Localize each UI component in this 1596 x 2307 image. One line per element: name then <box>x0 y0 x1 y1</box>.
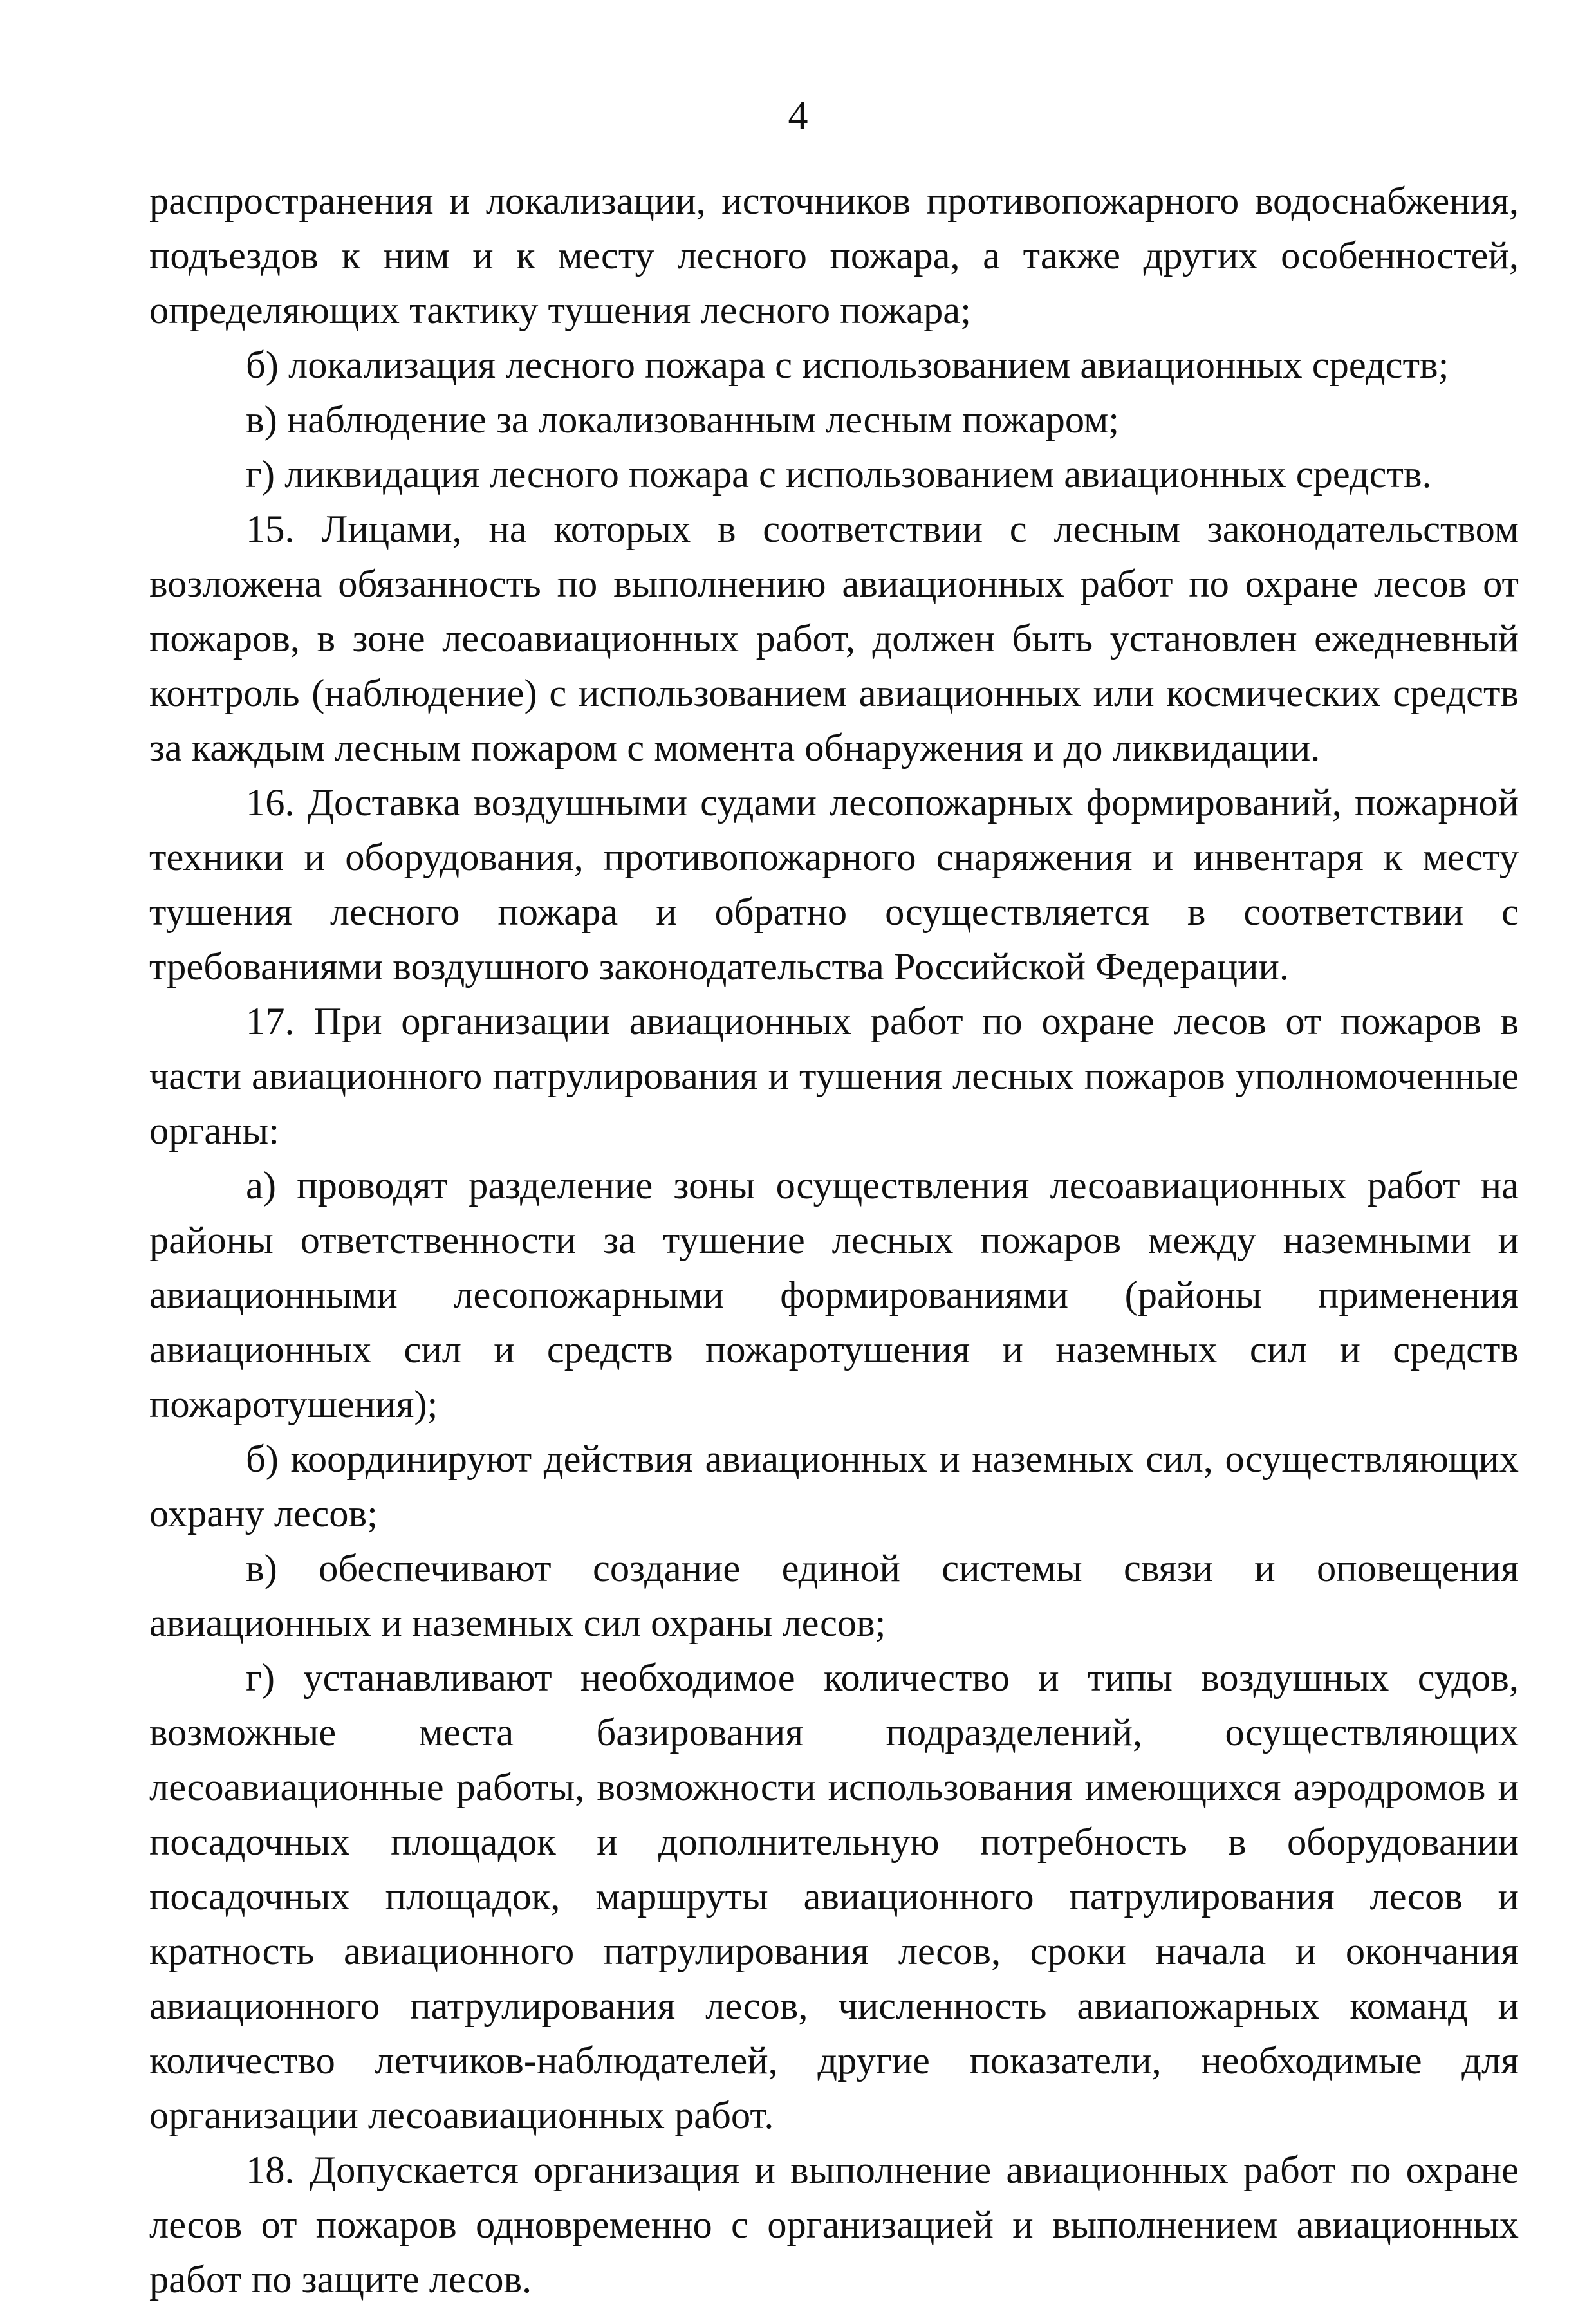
list-item-g-aircraft: г) устанавливают необходимое количество и типы воздушных судов, возможные места базирования подразделений, осуществляющих лесоавиационные работы, возможности использования имеющихся аэродромов и посадочных площадок и дополнительную потребность в оборудовании посадочных площадок, маршруты авиационного патрулирования лесов и кратность авиационного патрулирования лесов, сроки начала и окончания авиационного патрулирования лесов, численность авиапожарных команд и количество летчиков-наблюдателей, другие показатели, необходимые для организации лесоавиационных работ. <box>149 1656 1519 2137</box>
list-item-g-liquidation: г) ликвидация лесного пожара с использованием авиационных средств. <box>246 453 1432 496</box>
list-item-a-zones: а) проводят разделение зоны осуществления лесоавиационных работ на районы ответственности за тушение лесных пожаров между наземными и авиационными лесопожарными формированиями (районы применения авиационных сил и средств пожаротушения и наземных сил и средств пожаротушения); <box>149 1164 1519 1426</box>
paragraph-continuation: распространения и локализации, источников противопожарного водоснабжения, подъездов к ним и к месту лесного пожара, а также других особенностей, определяющих тактику тушения лесного пожара; <box>149 180 1519 332</box>
list-item-v-observation: в) наблюдение за локализованным лесным пожаром; <box>246 398 1120 441</box>
page-number: 4 <box>788 94 808 138</box>
list-item-v-communication: в) обеспечивают создание единой системы связи и оповещения авиационных и наземных сил охраны лесов; <box>149 1547 1519 1645</box>
paragraph-16: 16. Доставка воздушными судами лесопожарных формирований, пожарной техники и оборудования, противопожарного снаряжения и инвентаря к месту тушения лесного пожара и обратно осуществляется в соответствии с требованиями воздушного законодательства Российской Федерации. <box>149 781 1519 988</box>
document-body <box>149 174 1519 2307</box>
list-item-b-localization: б) локализация лесного пожара с использованием авиационных средств; <box>246 344 1449 387</box>
paragraph-17: 17. При организации авиационных работ по охране лесов от пожаров в части авиационного патрулирования и тушения лесных пожаров уполномоченные органы: <box>149 1000 1519 1153</box>
list-item-b-coordination: б) координируют действия авиационных и наземных сил, осуществляющих охрану лесов; <box>149 1438 1519 1535</box>
paragraph-15: 15. Лицами, на которых в соответствии с лесным законодательством возложена обязанность по выполнению авиационных работ по охране лесов от пожаров, в зоне лесоавиационных работ, должен быть установлен ежедневный контроль (наблюдение) с использованием авиационных или космических средств за каждым лесным пожаром с момента обнаружения и до ликвидации. <box>149 508 1519 770</box>
paragraph-18: 18. Допускается организация и выполнение авиационных работ по охране лесов от пожаров одновременно с организацией и выполнением авиационных работ по защите лесов. <box>149 2149 1519 2301</box>
